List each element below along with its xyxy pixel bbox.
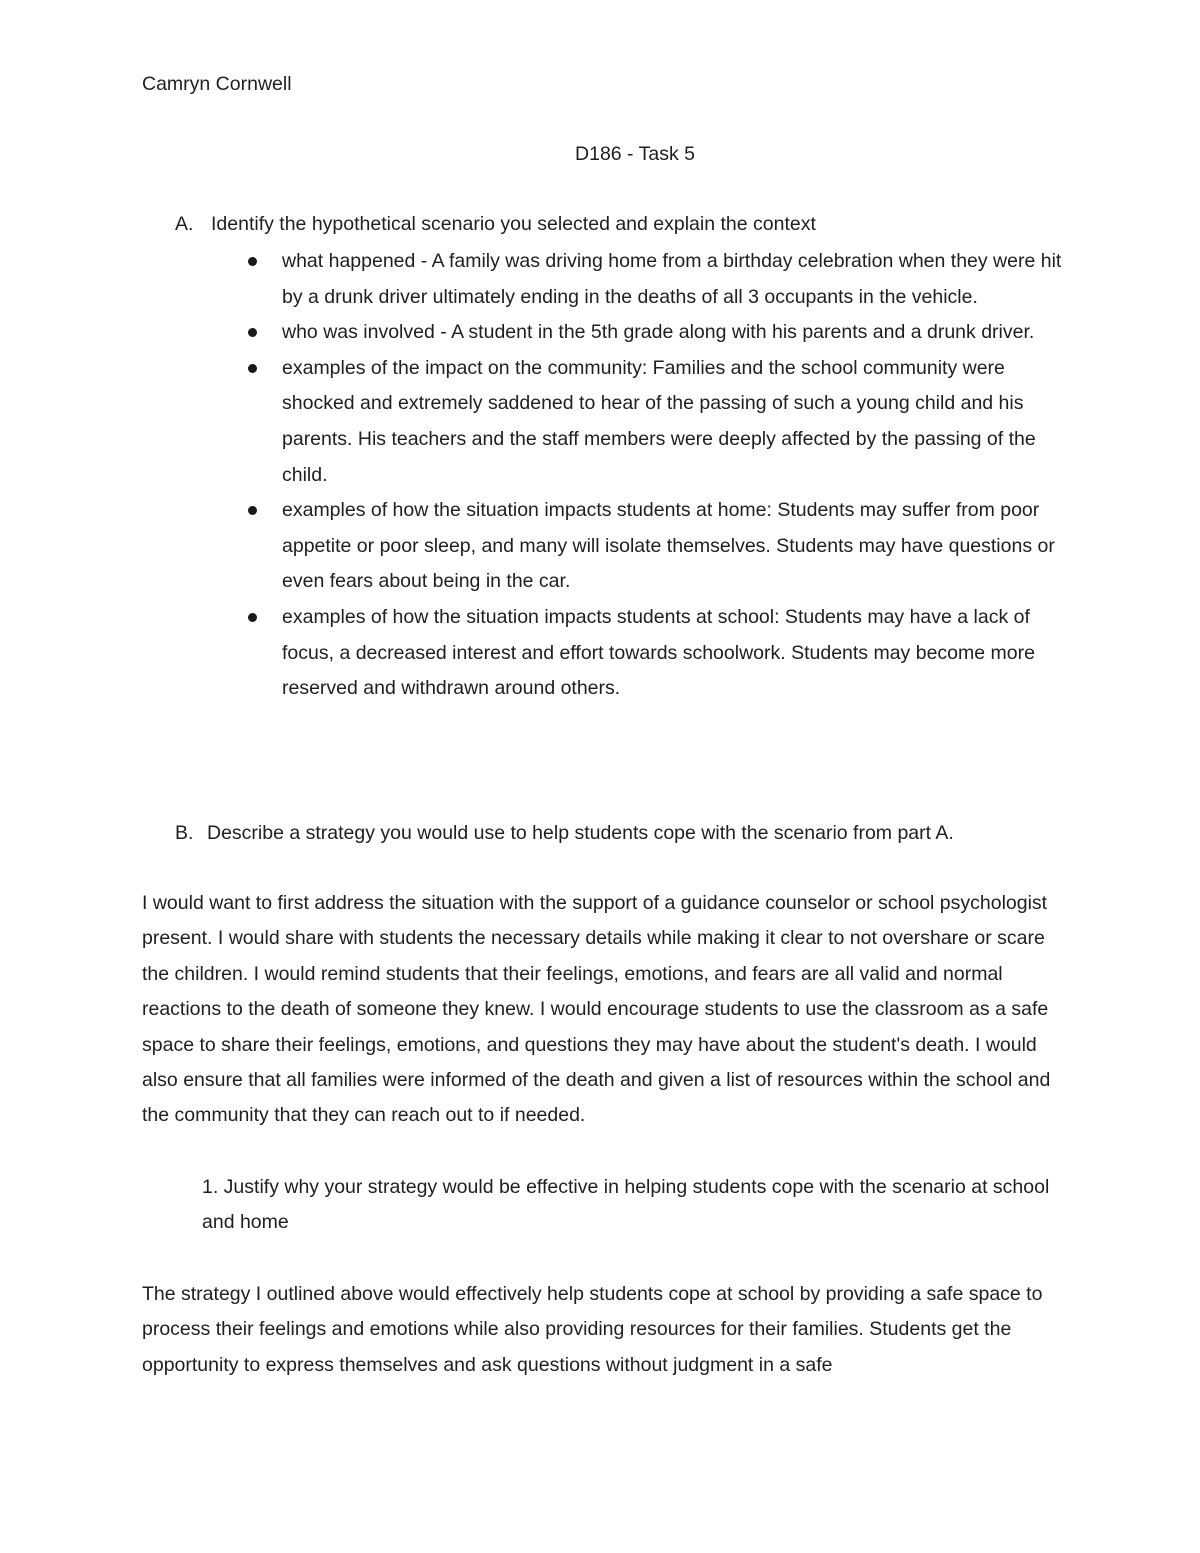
author-name: Camryn Cornwell bbox=[142, 73, 292, 95]
bullet-text: what happened - A family was driving home from a birthday celebration when they were hit by a drunk driver ultimately ending in the deaths of all 3 occupants in the vehicle. bbox=[282, 250, 1062, 308]
bullet-text: examples of the impact on the community: Families and the school community were shocked and extremely saddened to hear of the passing of such a young child and his parents. His teachers and the staff members were deeply affected by the passing of the child. bbox=[282, 356, 1036, 486]
section-a-bullet-list bbox=[282, 244, 1072, 707]
bullet-icon bbox=[248, 613, 257, 622]
bullet-item bbox=[282, 600, 1072, 707]
section-a-heading bbox=[175, 212, 816, 236]
bullet-text: who was involved - A student in the 5th grade along with his parents and a drunk driver. bbox=[282, 321, 1035, 344]
bullet-icon bbox=[248, 364, 257, 373]
bullet-icon bbox=[248, 506, 257, 515]
section-b-heading bbox=[175, 821, 954, 845]
bullet-text: examples of how the situation impacts students at school: Students may have a lack of focus, a decreased interest and effort towards schoolwork. Students may become more reserved and withdrawn around others. bbox=[282, 605, 1035, 700]
section-b-heading-text: Describe a strategy you would use to help students cope with the scenario from part A. bbox=[207, 822, 954, 844]
section-a-heading-text: Identify the hypothetical scenario you selected and explain the context bbox=[211, 213, 816, 235]
question-1-heading: 1. Justify why your strategy would be effective in helping students cope with the scenario at school and home bbox=[202, 1176, 1050, 1234]
document-title: D186 - Task 5 bbox=[575, 143, 695, 165]
bullet-icon bbox=[248, 328, 257, 337]
section-a-marker: A. bbox=[175, 213, 194, 235]
question-1-answer: The strategy I outlined above would effectively help students cope at school by providing a safe space to process their feelings and emotions while also providing resources for their families. Students get the opportunity to express themselves and ask questions without judgment in a safe bbox=[142, 1283, 1043, 1376]
bullet-item bbox=[282, 351, 1072, 493]
section-b-marker: B. bbox=[175, 822, 194, 844]
bullet-item bbox=[282, 244, 1072, 315]
bullet-icon bbox=[248, 257, 257, 266]
section-b-answer: I would want to first address the situation with the support of a guidance counselor or school psychologist present. I would share with students the necessary details while making it clear to not overshare or scare the children. I would remind students that their feelings, emotions, and fears are all valid and normal reactions to the death of someone they knew. I would encourage students to use the classroom as a safe space to share their feelings, emotions, and questions they may have about the student's death. I would also ensure that all families were informed of the death and given a list of resources within the school and the community that they can reach out to if needed. bbox=[142, 892, 1051, 1127]
bullet-text: examples of how the situation impacts students at home: Students may suffer from poor appetite or poor sleep, and many will isolate themselves. Students may have questions or even fears about being in the car. bbox=[282, 499, 1055, 593]
bullet-item bbox=[282, 315, 1072, 351]
bullet-item bbox=[282, 493, 1072, 600]
